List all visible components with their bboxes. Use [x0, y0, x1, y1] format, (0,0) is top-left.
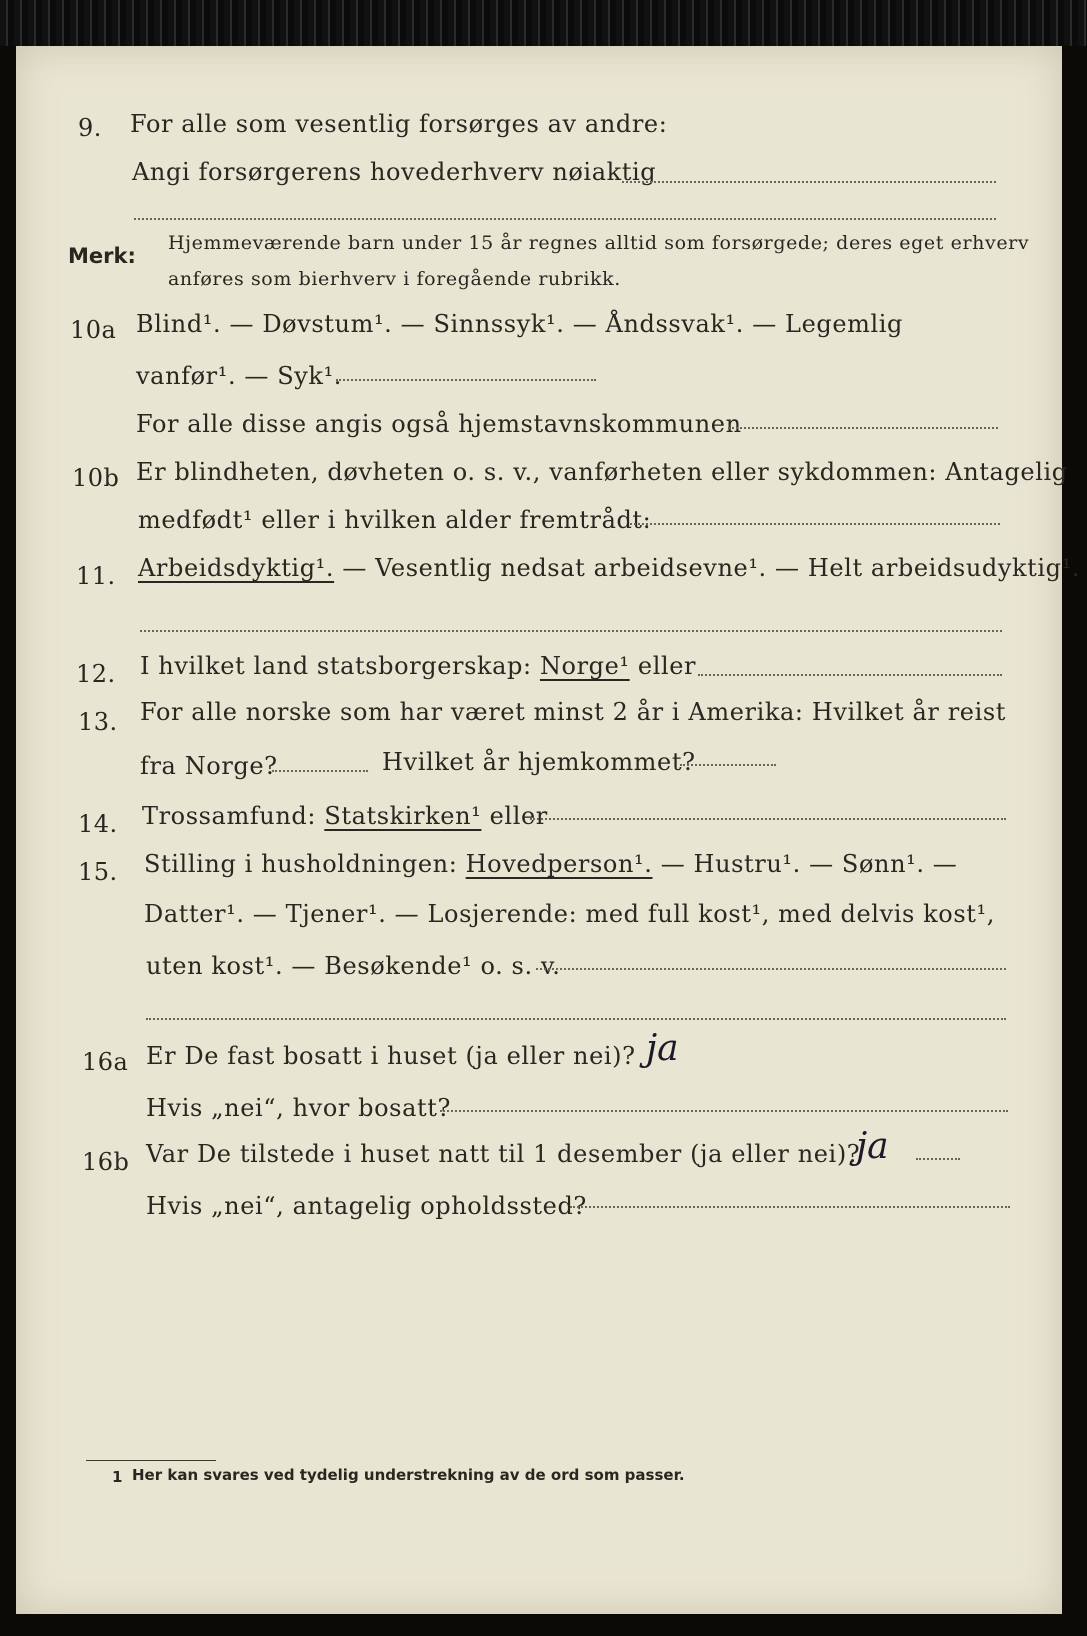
q16b-number: 16b: [82, 1148, 130, 1176]
q10a-line3: For alle disse angis også hjemstavnskommunen: [136, 410, 742, 438]
q14-number: 14.: [78, 810, 118, 838]
footnote-rule: [86, 1460, 216, 1461]
q15-options: — Hustru¹. — Sønn¹. —: [652, 850, 958, 878]
q9-line1: For alle som vesentlig forsørges av andre:: [130, 110, 668, 138]
q15-underlined-answer[interactable]: Hovedperson¹.: [465, 850, 653, 878]
q13-reist-line[interactable]: [272, 770, 368, 772]
q16b-line2: Hvis „nei“, antagelig opholdssted?: [146, 1192, 587, 1220]
q10b-line1: Er blindheten, døvheten o. s. v., vanførheten eller sykdommen: Antagelig: [136, 458, 1068, 486]
q10a-answer-line[interactable]: [336, 379, 596, 381]
q12-line: [140, 652, 696, 680]
q10b-line2: medfødt¹ eller i hvilken alder fremtrådt:: [138, 506, 652, 534]
q14-question: Trossamfund:: [142, 802, 325, 830]
q12-answer-line[interactable]: [698, 674, 1002, 676]
q15-question: Stilling i husholdningen:: [144, 850, 466, 878]
merk-line2: anføres som bierhverv i foregående rubrikk.: [168, 268, 621, 290]
q14-answer-line[interactable]: [530, 818, 1006, 820]
q9-answer-line-2[interactable]: [134, 218, 996, 220]
q10a-number: 10a: [70, 316, 117, 344]
q9-number: 9.: [78, 114, 102, 142]
q10b-number: 10b: [72, 464, 120, 492]
q16a-line1: Er De fast bosatt i huset (ja eller nei)?: [146, 1042, 636, 1070]
q10a-hjemstavn-line[interactable]: [728, 427, 998, 429]
q16b-line1: Var De tilstede i huset natt til 1 desember (ja eller nei)?: [146, 1140, 861, 1168]
q10a-line2: vanfør¹. — Syk¹.: [136, 362, 343, 390]
q15-line2: Datter¹. — Tjener¹. — Losjerende: med full kost¹, med delvis kost¹,: [144, 900, 995, 928]
q16b-handwritten-answer: ja: [856, 1126, 889, 1167]
q9-answer-line[interactable]: [622, 181, 996, 183]
q12-eller: eller: [629, 652, 697, 680]
q13-hjemkommet-line[interactable]: [680, 764, 776, 766]
footnote-mark: 1: [112, 1468, 123, 1486]
q13-line1: For alle norske som har været minst 2 år i Amerika: Hvilket år reist: [140, 698, 1007, 726]
q15-answer-line-2[interactable]: [146, 1018, 1006, 1020]
q13-line2b: Hvilket år hjemkommet?: [382, 748, 696, 776]
census-form-page: [16, 46, 1081, 1614]
q11-line: [138, 554, 1080, 582]
merk-line1: Hjemmeværende barn under 15 år regnes alltid som forsørgede; deres eget erhverv: [168, 232, 1030, 254]
q9-line2: Angi forsørgerens hovederhverv nøiaktig: [132, 158, 657, 186]
q15-line3: uten kost¹. — Besøkende¹ o. s. v.: [146, 952, 561, 980]
footnote-text: Her kan svares ved tydelig understrekning av de ord som passer.: [132, 1466, 685, 1484]
q16a-line2: Hvis „nei“, hvor bosatt?: [146, 1094, 451, 1122]
q11-answer-line[interactable]: [140, 630, 1002, 632]
q11-underlined-answer[interactable]: Arbeidsdyktig¹.: [138, 554, 335, 582]
q16b-opholdssted-line[interactable]: [570, 1206, 1010, 1208]
q12-number: 12.: [76, 660, 116, 688]
q11-options: — Vesentlig nedsat arbeidsevne¹. — Helt arbeidsudyktig¹.: [334, 554, 1081, 582]
q13-number: 13.: [78, 708, 118, 736]
q13-line2a: fra Norge?: [140, 752, 278, 780]
q16a-answer-line[interactable]: [440, 1110, 1008, 1112]
q15-line1: [144, 850, 957, 878]
q15-number: 15.: [78, 858, 118, 886]
q11-number: 11.: [76, 562, 116, 590]
q16a-number: 16a: [82, 1048, 129, 1076]
scan-top-edge: [0, 0, 1087, 46]
q14-underlined-answer[interactable]: Statskirken¹: [324, 802, 482, 830]
q10a-line1: Blind¹. — Døvstum¹. — Sinnssyk¹. — Åndssvak¹. — Legemlig: [136, 310, 904, 338]
q12-underlined-answer[interactable]: Norge¹: [539, 652, 630, 680]
q14-eller: eller: [481, 802, 548, 830]
q15-answer-line[interactable]: [536, 968, 1006, 970]
merk-label: Merk:: [68, 244, 136, 268]
q16b-answer-line[interactable]: [916, 1158, 960, 1160]
q14-line: [142, 802, 548, 830]
q12-question: I hvilket land statsborgerskap:: [140, 652, 540, 680]
q16a-handwritten-answer: ja: [646, 1028, 679, 1069]
q10b-answer-line[interactable]: [630, 523, 1000, 525]
